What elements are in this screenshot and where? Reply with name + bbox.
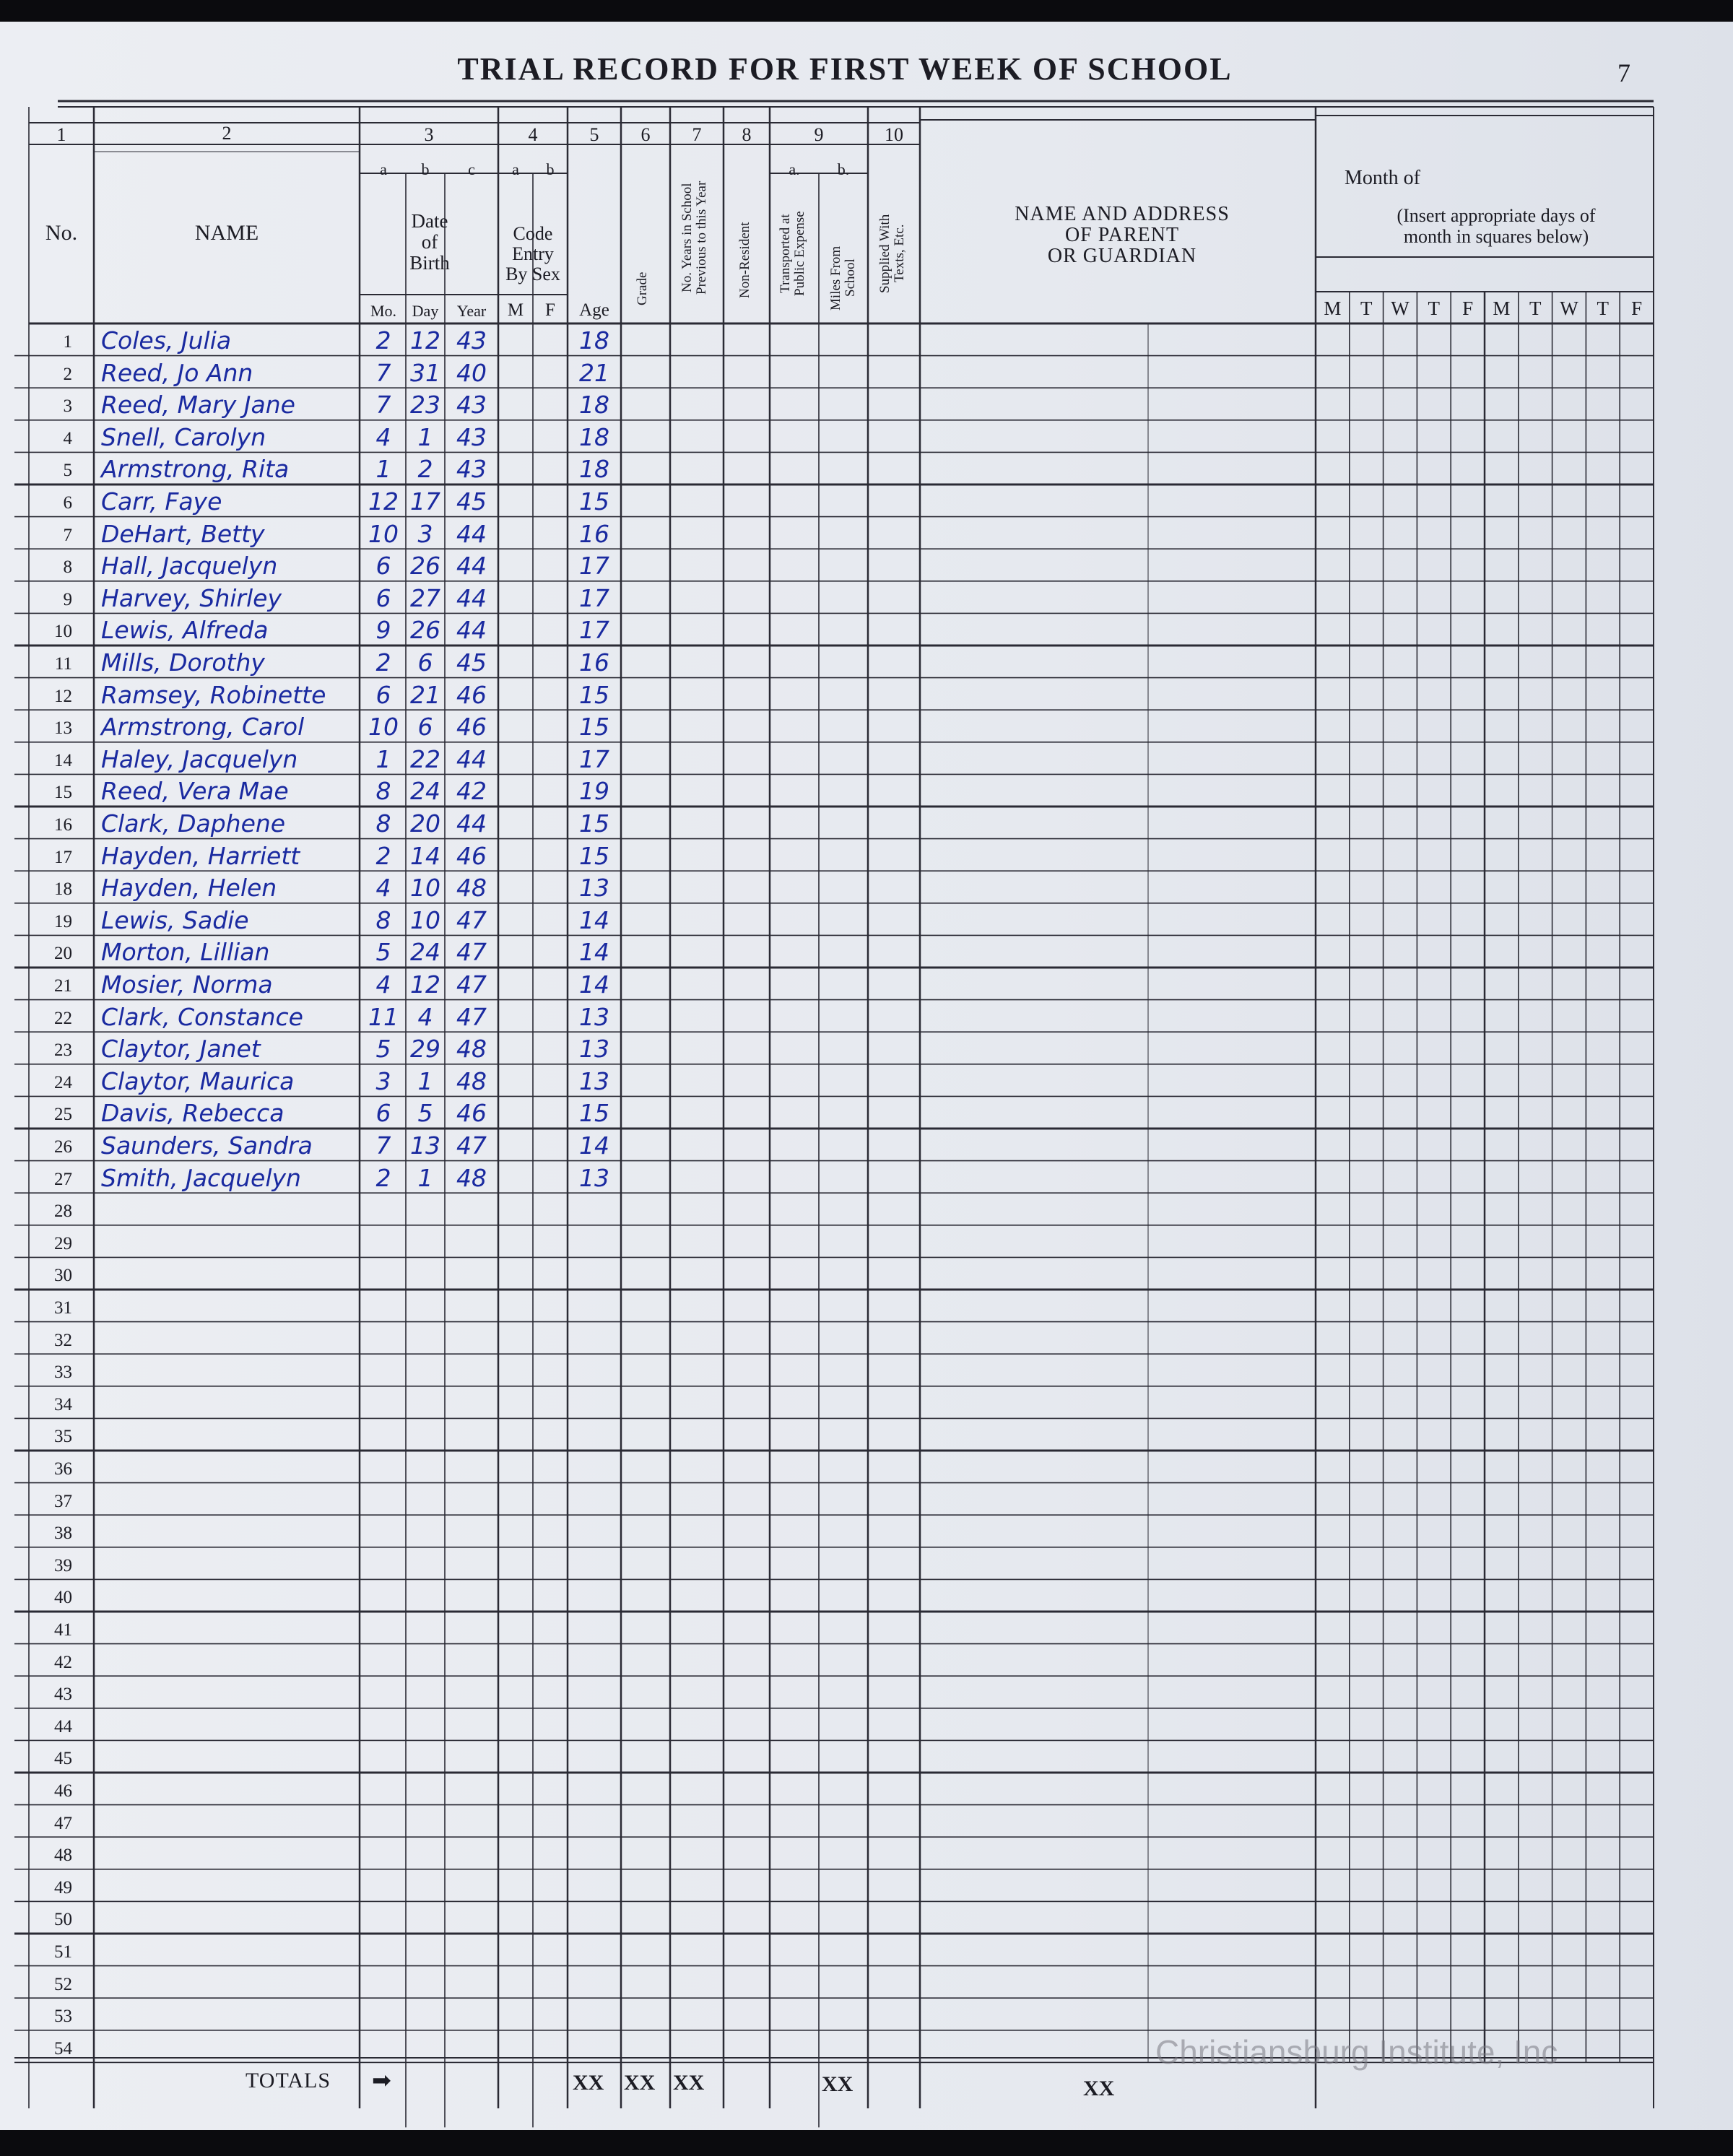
birth-month: 6 xyxy=(375,680,391,709)
grade-header: Grade xyxy=(635,271,650,306)
row-number: 25 xyxy=(54,1105,72,1125)
birth-month: 11 xyxy=(368,1002,399,1031)
student-age: 13 xyxy=(579,1066,609,1095)
birth-day: 6 xyxy=(417,648,433,677)
row-number: 48 xyxy=(54,1846,72,1866)
birth-year: 43 xyxy=(456,326,487,355)
birth-month: 10 xyxy=(368,519,399,548)
birth-month: 8 xyxy=(375,809,391,838)
birth-month: 2 xyxy=(375,841,391,870)
colnum-9: 9 xyxy=(814,124,824,145)
row-number: 3 xyxy=(63,396,72,417)
student-name: Clark, Constance xyxy=(101,1002,303,1031)
birth-year: 40 xyxy=(456,358,487,387)
years-in-school-header: No. Years in School Previous to this Year xyxy=(679,181,709,295)
row-number: 32 xyxy=(54,1330,72,1350)
colnum-7: 7 xyxy=(692,124,702,145)
student-name: Hall, Jacquelyn xyxy=(101,552,278,581)
birth-year: 46 xyxy=(456,1099,487,1128)
student-name: Hayden, Helen xyxy=(101,874,277,903)
month-of-label: Month of xyxy=(1345,167,1420,189)
no-header: No. xyxy=(45,221,78,245)
transported-header: Transported at Public Expense xyxy=(778,211,807,296)
row-number: 22 xyxy=(54,1008,72,1028)
day-header-2: T xyxy=(1360,297,1373,319)
birth-month: 12 xyxy=(368,487,399,516)
birth-month: 9 xyxy=(375,616,391,645)
birth-year: 48 xyxy=(456,1066,487,1095)
student-age: 14 xyxy=(579,938,609,967)
student-age: 17 xyxy=(579,583,609,612)
student-name: Harvey, Shirley xyxy=(101,583,282,612)
row-number: 23 xyxy=(54,1040,72,1061)
student-name: Morton, Lillian xyxy=(101,938,270,967)
student-name: Reed, Mary Jane xyxy=(101,391,295,420)
birth-year: 46 xyxy=(456,680,487,709)
student-name: Lewis, Alfreda xyxy=(101,616,269,645)
row-number: 11 xyxy=(54,654,72,674)
row-number: 51 xyxy=(54,1942,72,1962)
age-header: Age xyxy=(579,300,609,320)
row-number: 41 xyxy=(54,1620,72,1640)
colnum-3: 3 xyxy=(424,124,434,145)
birth-day: 12 xyxy=(410,326,440,355)
student-age: 18 xyxy=(579,455,609,484)
birth-year: 44 xyxy=(456,744,487,773)
row-number: 45 xyxy=(54,1749,72,1769)
table-header xyxy=(0,0,1733,332)
total-miles-xx: XX xyxy=(822,2072,854,2096)
row-number: 9 xyxy=(63,589,72,609)
birth-day: 2 xyxy=(417,455,433,484)
day-header-1: M xyxy=(1324,297,1342,319)
row-number: 13 xyxy=(54,718,72,739)
row-number: 53 xyxy=(54,2007,72,2027)
row-number: 8 xyxy=(63,557,72,578)
row-number: 50 xyxy=(54,1910,72,1930)
row-number: 47 xyxy=(54,1813,72,1833)
totals-label: TOTALS xyxy=(246,2069,331,2092)
birth-month: 6 xyxy=(375,1099,391,1128)
student-name: Ramsey, Robinette xyxy=(101,680,326,709)
birth-day: 26 xyxy=(410,552,440,581)
row-number: 35 xyxy=(54,1427,72,1447)
student-age: 15 xyxy=(579,487,609,516)
birth-month: 5 xyxy=(375,938,391,967)
birth-year: 47 xyxy=(456,970,487,999)
student-age: 15 xyxy=(579,809,609,838)
row-number: 38 xyxy=(54,1523,72,1544)
colnum-2: 2 xyxy=(222,123,232,144)
row-number: 26 xyxy=(54,1137,72,1157)
birth-month: 6 xyxy=(375,552,391,581)
row-number: 20 xyxy=(54,944,72,964)
birth-day: 10 xyxy=(410,905,440,934)
row-number: 14 xyxy=(54,750,72,770)
code-col-f: F xyxy=(545,300,555,320)
day-header-7: T xyxy=(1529,297,1542,319)
row-number: 46 xyxy=(54,1781,72,1801)
row-number: 27 xyxy=(54,1169,72,1189)
student-name: Saunders, Sandra xyxy=(101,1131,313,1160)
birth-year: 45 xyxy=(456,648,487,677)
student-age: 16 xyxy=(579,519,609,548)
col9-sub-b: b. xyxy=(837,160,850,178)
student-age: 18 xyxy=(579,391,609,420)
student-name: Armstrong, Rita xyxy=(101,455,290,484)
student-age: 18 xyxy=(579,326,609,355)
dob-sub-b: b xyxy=(421,160,430,178)
birth-month: 10 xyxy=(368,713,399,742)
total-years-xx: XX xyxy=(673,2071,705,2095)
birth-year: 47 xyxy=(456,905,487,934)
birth-year: 48 xyxy=(456,1163,487,1192)
row-number: 2 xyxy=(63,364,72,384)
total-age-xx: XX xyxy=(573,2071,604,2095)
row-number: 17 xyxy=(54,847,72,867)
student-age: 21 xyxy=(579,358,609,387)
row-number: 12 xyxy=(54,686,72,706)
row-number: 6 xyxy=(63,493,72,513)
birth-day: 27 xyxy=(410,583,440,612)
scan-border-bottom xyxy=(0,2130,1733,2156)
arrow-icon: ➡ xyxy=(372,2066,391,2094)
row-number: 10 xyxy=(54,622,72,642)
birth-month: 7 xyxy=(375,391,391,420)
birth-month: 2 xyxy=(375,1163,391,1192)
birth-day: 13 xyxy=(410,1131,440,1160)
birth-day: 10 xyxy=(410,874,440,903)
colnum-10: 10 xyxy=(885,124,903,145)
birth-day: 29 xyxy=(410,1035,440,1064)
birth-day: 12 xyxy=(410,970,440,999)
birth-year: 44 xyxy=(456,616,487,645)
student-age: 17 xyxy=(579,552,609,581)
row-number: 24 xyxy=(54,1072,72,1092)
birth-year: 48 xyxy=(456,1035,487,1064)
row-number: 1 xyxy=(63,332,72,352)
colnum-4: 4 xyxy=(528,124,538,145)
row-number: 16 xyxy=(54,815,72,835)
row-number: 31 xyxy=(54,1298,72,1318)
row-number: 21 xyxy=(54,976,72,996)
colnum-1: 1 xyxy=(56,124,66,145)
col9-sub-a: a. xyxy=(789,160,800,178)
student-age: 18 xyxy=(579,422,609,451)
birth-year: 43 xyxy=(456,422,487,451)
birth-year: 43 xyxy=(456,391,487,420)
birth-day: 24 xyxy=(410,938,440,967)
student-name: Coles, Julia xyxy=(101,326,232,355)
student-age: 15 xyxy=(579,713,609,742)
student-name: Mills, Dorothy xyxy=(101,648,265,677)
row-number: 36 xyxy=(54,1459,72,1479)
birth-year: 47 xyxy=(456,938,487,967)
birth-day: 23 xyxy=(410,391,440,420)
day-header-6: M xyxy=(1493,297,1511,319)
day-header-5: F xyxy=(1462,297,1474,319)
birth-day: 20 xyxy=(410,809,440,838)
student-name: Davis, Rebecca xyxy=(101,1099,285,1128)
birth-month: 4 xyxy=(375,970,391,999)
birth-day: 17 xyxy=(410,487,440,516)
student-age: 16 xyxy=(579,648,609,677)
student-age: 14 xyxy=(579,1131,609,1160)
code-sub-a: a xyxy=(512,160,519,178)
birth-month: 7 xyxy=(375,358,391,387)
day-header-8: W xyxy=(1560,297,1578,319)
month-instruction: (Insert appropriate days of month in squares below) xyxy=(1397,205,1596,247)
birth-month: 8 xyxy=(375,905,391,934)
birth-month: 2 xyxy=(375,326,391,355)
row-number: 52 xyxy=(54,1974,72,1994)
birth-year: 44 xyxy=(456,552,487,581)
row-number: 43 xyxy=(54,1685,72,1705)
student-name: Clark, Daphene xyxy=(101,809,286,838)
row-number: 15 xyxy=(54,783,72,803)
birth-month: 7 xyxy=(375,1131,391,1160)
watermark: Christiansburg Institute, Inc xyxy=(1155,2033,1558,2071)
birth-day: 5 xyxy=(417,1099,433,1128)
day-header-3: W xyxy=(1391,297,1410,319)
parent-header: NAME AND ADDRESS OF PARENT OR GUARDIAN xyxy=(1015,203,1230,267)
birth-year: 48 xyxy=(456,874,487,903)
birth-day: 4 xyxy=(417,1002,433,1031)
birth-month: 1 xyxy=(375,744,391,773)
birth-day: 21 xyxy=(410,680,440,709)
dob-col-year: Year xyxy=(456,302,487,320)
student-name: Haley, Jacquelyn xyxy=(101,744,298,773)
student-name: Mosier, Norma xyxy=(101,970,273,999)
birth-month: 1 xyxy=(375,455,391,484)
birth-year: 45 xyxy=(456,487,487,516)
birth-year: 47 xyxy=(456,1131,487,1160)
row-number: 18 xyxy=(54,879,72,900)
birth-month: 2 xyxy=(375,648,391,677)
student-name: Claytor, Maurica xyxy=(101,1066,295,1095)
row-number: 44 xyxy=(54,1716,72,1736)
student-name: Hayden, Harriett xyxy=(101,841,300,870)
birth-month: 4 xyxy=(375,874,391,903)
student-name: Snell, Carolyn xyxy=(101,422,266,451)
birth-year: 43 xyxy=(456,455,487,484)
page-title: TRIAL RECORD FOR FIRST WEEK OF SCHOOL xyxy=(457,51,1233,87)
student-name: Claytor, Janet xyxy=(101,1035,261,1064)
row-number: 34 xyxy=(54,1394,72,1414)
row-number: 4 xyxy=(63,428,72,448)
miles-header: Miles From School xyxy=(828,245,858,310)
code-entry-header: Code Entry By Sex xyxy=(505,223,560,284)
code-sub-b: b xyxy=(546,160,555,178)
row-number: 28 xyxy=(54,1201,72,1222)
birth-day: 1 xyxy=(417,1066,433,1095)
student-name: DeHart, Betty xyxy=(101,519,265,548)
birth-day: 22 xyxy=(410,744,440,773)
total-parent-xx: XX xyxy=(1083,2077,1115,2100)
dob-header: Date of Birth xyxy=(409,210,450,274)
student-age: 13 xyxy=(579,874,609,903)
birth-month: 6 xyxy=(375,583,391,612)
birth-day: 26 xyxy=(410,616,440,645)
birth-month: 3 xyxy=(375,1066,391,1095)
row-number: 19 xyxy=(54,911,72,931)
birth-year: 46 xyxy=(456,841,487,870)
student-name: Lewis, Sadie xyxy=(101,905,249,934)
row-number: 54 xyxy=(54,2038,72,2059)
dob-col-mo: Mo. xyxy=(370,302,397,320)
birth-day: 6 xyxy=(417,713,433,742)
colnum-6: 6 xyxy=(640,124,651,145)
row-number: 33 xyxy=(54,1362,72,1383)
dob-sub-a: a xyxy=(380,160,387,178)
birth-day: 3 xyxy=(417,519,433,548)
student-name: Reed, Jo Ann xyxy=(101,358,253,387)
birth-month: 5 xyxy=(375,1035,391,1064)
row-number: 29 xyxy=(54,1233,72,1253)
student-age: 13 xyxy=(579,1035,609,1064)
birth-day: 14 xyxy=(410,841,440,870)
birth-day: 31 xyxy=(410,358,440,387)
birth-year: 44 xyxy=(456,583,487,612)
student-age: 19 xyxy=(579,777,609,806)
non-resident-header: Non-Resident xyxy=(737,222,752,298)
row-number: 49 xyxy=(54,1877,72,1898)
day-header-4: T xyxy=(1428,297,1441,319)
student-name: Armstrong, Carol xyxy=(101,713,305,742)
dob-col-day: Day xyxy=(412,302,439,320)
birth-year: 42 xyxy=(456,777,487,806)
student-name: Reed, Vera Mae xyxy=(101,777,289,806)
birth-year: 46 xyxy=(456,713,487,742)
day-header-9: T xyxy=(1597,297,1610,319)
colnum-5: 5 xyxy=(589,124,599,145)
student-age: 15 xyxy=(579,841,609,870)
row-number: 30 xyxy=(54,1266,72,1286)
student-age: 13 xyxy=(579,1163,609,1192)
row-number: 7 xyxy=(63,525,72,545)
student-age: 14 xyxy=(579,905,609,934)
row-number: 39 xyxy=(54,1555,72,1575)
student-age: 14 xyxy=(579,970,609,999)
code-col-m: M xyxy=(507,300,524,320)
row-number: 40 xyxy=(54,1588,72,1608)
page-number: 7 xyxy=(1617,58,1630,87)
row-number: 42 xyxy=(54,1652,72,1672)
birth-year: 47 xyxy=(456,1002,487,1031)
student-age: 17 xyxy=(579,616,609,645)
texts-header: Supplied With Texts, Etc. xyxy=(877,214,907,293)
row-number: 5 xyxy=(63,461,72,481)
day-header-10: F xyxy=(1631,297,1643,319)
student-name: Carr, Faye xyxy=(101,487,222,516)
birth-month: 8 xyxy=(375,777,391,806)
student-age: 17 xyxy=(579,744,609,773)
birth-month: 4 xyxy=(375,422,391,451)
dob-sub-c: c xyxy=(468,160,475,178)
student-age: 15 xyxy=(579,680,609,709)
total-grade-xx: XX xyxy=(624,2071,656,2095)
birth-day: 1 xyxy=(417,1163,433,1192)
student-age: 15 xyxy=(579,1099,609,1128)
colnum-8: 8 xyxy=(742,124,752,145)
birth-year: 44 xyxy=(456,809,487,838)
birth-year: 44 xyxy=(456,519,487,548)
birth-day: 1 xyxy=(417,422,433,451)
student-name: Smith, Jacquelyn xyxy=(101,1163,301,1192)
row-number: 37 xyxy=(54,1491,72,1511)
birth-day: 24 xyxy=(410,777,440,806)
name-header: NAME xyxy=(194,221,259,245)
student-age: 13 xyxy=(579,1002,609,1031)
